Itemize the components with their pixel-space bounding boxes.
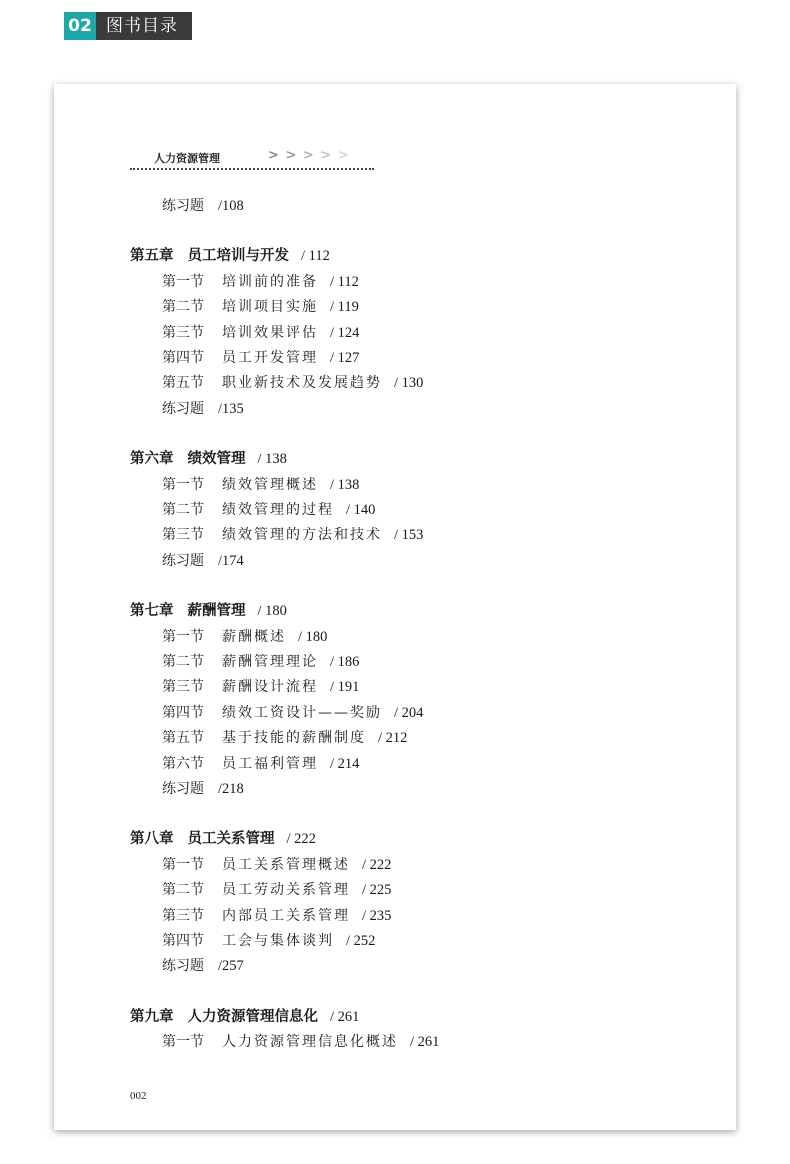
chapter-page: / 138 xyxy=(257,451,287,467)
section-page: / 127 xyxy=(330,350,360,366)
toc-chapter xyxy=(130,450,287,468)
dotted-divider xyxy=(130,168,374,170)
section-label: 第一节 xyxy=(162,629,204,645)
toc-section xyxy=(162,324,359,342)
chapter-title: 薪酬管理 xyxy=(187,603,246,619)
section-page: / 153 xyxy=(394,527,424,543)
section-title: 职业新技术及发展趋势 xyxy=(222,375,382,391)
section-label: 第二节 xyxy=(162,882,204,898)
section-label: 第一节 xyxy=(162,857,204,873)
exercise-title: 练习题 xyxy=(162,958,204,974)
section-label: 第二节 xyxy=(162,654,204,670)
section-page: / 112 xyxy=(330,274,359,290)
exercise-page: /218 xyxy=(218,781,244,797)
exercise-title: 练习题 xyxy=(162,553,204,569)
section-title: 员工劳动关系管理 xyxy=(222,882,350,898)
section-title: 薪酬概述 xyxy=(222,629,286,645)
section-page: / 138 xyxy=(330,477,360,493)
section-title: 薪酬管理理论 xyxy=(222,654,318,670)
toc-section xyxy=(162,501,375,519)
section-label: 第三节 xyxy=(162,325,204,341)
toc-section xyxy=(162,932,375,950)
section-label: 第一节 xyxy=(162,477,204,493)
section-title: 绩效管理的方法和技术 xyxy=(222,527,382,543)
section-page: / 186 xyxy=(330,654,360,670)
exercise-page: /257 xyxy=(218,958,244,974)
exercise-title: 练习题 xyxy=(162,198,204,214)
toc-exercise xyxy=(162,552,244,570)
exercise-title: 练习题 xyxy=(162,781,204,797)
section-page: / 204 xyxy=(394,705,424,721)
section-page: / 214 xyxy=(330,756,360,772)
section-title: 绩效管理概述 xyxy=(222,477,318,493)
chevron-right-icon: > xyxy=(268,148,280,163)
toc-section xyxy=(162,374,423,392)
section-label: 第三节 xyxy=(162,908,204,924)
catalog-tag xyxy=(64,12,192,40)
toc-chapter xyxy=(130,830,316,848)
chapter-label: 第六章 xyxy=(130,451,174,467)
section-page: / 191 xyxy=(330,679,360,695)
toc-section xyxy=(162,628,327,646)
chevron-right-icon: > xyxy=(302,148,315,163)
section-label: 第三节 xyxy=(162,527,204,543)
exercise-title: 练习题 xyxy=(162,401,204,417)
toc-section xyxy=(162,729,407,747)
tag-title: 图书目录 xyxy=(96,12,192,40)
exercise-page: /135 xyxy=(218,401,244,417)
section-title: 培训前的准备 xyxy=(222,274,318,290)
section-label: 第五节 xyxy=(162,730,204,746)
chevron-right-icon: > xyxy=(285,148,298,163)
section-page: / 252 xyxy=(346,933,376,949)
chapter-page: / 180 xyxy=(257,603,287,619)
toc-section xyxy=(162,1033,439,1051)
section-page: / 225 xyxy=(362,882,392,898)
page-number: 002 xyxy=(130,1090,147,1102)
exercise-page: /108 xyxy=(218,198,244,214)
section-page: / 212 xyxy=(378,730,408,746)
section-title: 绩效管理的过程 xyxy=(222,502,334,518)
chevron-right-icon: > xyxy=(337,148,350,163)
section-title: 绩效工资设计——奖励 xyxy=(222,705,382,721)
toc-section xyxy=(162,476,359,494)
section-label: 第一节 xyxy=(162,1034,204,1050)
toc-exercise xyxy=(162,197,244,215)
toc-chapter xyxy=(130,1008,359,1026)
section-page: / 124 xyxy=(330,325,360,341)
section-label: 第一节 xyxy=(162,274,204,290)
toc-section xyxy=(162,678,359,696)
section-page: / 261 xyxy=(410,1034,440,1050)
chapter-page: / 112 xyxy=(301,248,330,264)
section-label: 第六节 xyxy=(162,756,204,772)
section-title: 人力资源管理信息化概述 xyxy=(222,1034,398,1050)
section-page: / 180 xyxy=(298,629,328,645)
toc-exercise xyxy=(162,957,244,975)
toc-chapter xyxy=(130,247,330,265)
section-label: 第四节 xyxy=(162,350,204,366)
chapter-label: 第五章 xyxy=(130,248,174,264)
toc-section xyxy=(162,526,423,544)
section-title: 员工福利管理 xyxy=(222,756,318,772)
section-title: 员工开发管理 xyxy=(222,350,318,366)
section-title: 基于技能的薪酬制度 xyxy=(222,730,366,746)
section-page: / 140 xyxy=(346,502,376,518)
toc-section xyxy=(162,881,391,899)
exercise-page: /174 xyxy=(218,553,244,569)
section-title: 工会与集体谈判 xyxy=(222,933,334,949)
section-label: 第五节 xyxy=(162,375,204,391)
toc-section xyxy=(162,856,391,874)
section-title: 薪酬设计流程 xyxy=(222,679,318,695)
chapter-label: 第九章 xyxy=(130,1009,174,1025)
toc-section xyxy=(162,349,359,367)
book-page xyxy=(54,84,736,1130)
toc-section xyxy=(162,653,359,671)
toc-exercise xyxy=(162,780,244,798)
section-label: 第二节 xyxy=(162,299,204,315)
chapter-page: / 261 xyxy=(330,1009,360,1025)
toc-section xyxy=(162,273,359,291)
chapter-title: 人力资源管理信息化 xyxy=(187,1009,318,1025)
chapter-title: 员工关系管理 xyxy=(187,831,275,847)
toc-section xyxy=(162,755,359,773)
section-page: / 235 xyxy=(362,908,392,924)
section-title: 培训效果评估 xyxy=(222,325,318,341)
section-label: 第三节 xyxy=(162,679,204,695)
section-label: 第四节 xyxy=(162,933,204,949)
section-title: 员工关系管理概述 xyxy=(222,857,350,873)
running-head-chevrons xyxy=(268,148,350,163)
toc-section xyxy=(162,298,359,316)
toc-exercise xyxy=(162,400,244,418)
chevron-right-icon: > xyxy=(320,148,333,163)
chapter-label: 第七章 xyxy=(130,603,174,619)
section-label: 第二节 xyxy=(162,502,204,518)
chapter-label: 第八章 xyxy=(130,831,174,847)
toc-section xyxy=(162,907,391,925)
toc-section xyxy=(162,704,423,722)
running-head-title: 人力资源管理 xyxy=(154,152,220,165)
section-label: 第四节 xyxy=(162,705,204,721)
section-page: / 119 xyxy=(330,299,359,315)
chapter-page: / 222 xyxy=(286,831,316,847)
section-page: / 130 xyxy=(394,375,424,391)
section-page: / 222 xyxy=(362,857,392,873)
chapter-title: 绩效管理 xyxy=(187,451,246,467)
section-title: 培训项目实施 xyxy=(222,299,318,315)
toc-chapter xyxy=(130,602,287,620)
tag-number: 02 xyxy=(64,12,96,40)
section-title: 内部员工关系管理 xyxy=(222,908,350,924)
chapter-title: 员工培训与开发 xyxy=(187,248,289,264)
